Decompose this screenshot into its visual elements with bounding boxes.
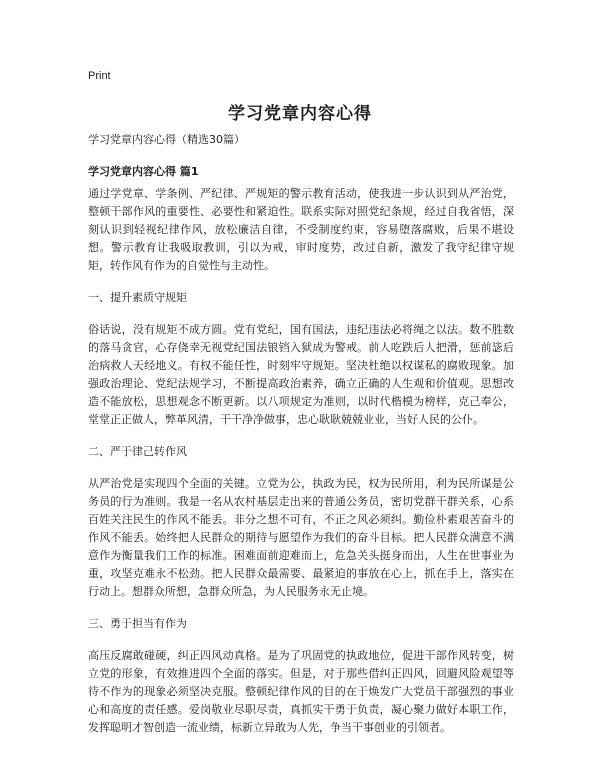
- intro-paragraph: 通过学党章、学条例、严纪律、严规矩的警示教育活动，使我进一步认识到从严治党，整顿干部作风的重要性、必要性和紧迫性。联系实际对照党纪条规，经过自我省悟，深刻认识到轻视纪律作风，放松廉洁自律，不受制度约束，容易堕落腐败，后果不堪设想。警示教育让我吸取教训，引以为戒，审时度势，改过自新，激发了我守纪律守规矩，转作风有作为的自觉性与主动性。: [88, 187, 514, 272]
- heading-2: 二、严于律己转作风: [88, 445, 187, 458]
- document-title: 学习党章内容心得: [228, 104, 372, 124]
- print-label: Print: [88, 70, 111, 82]
- paragraph-3: 高压反腐敢碰硬，纠正四风动真格。是为了巩固党的执政地位，促进干部作风转变，树立党的形象，有效推进四个全面的落实。但是，对于那些借纠正四风，回避风险观望等待不作为的现象必须坚决克服。整顿纪律作风的目的在于焕发广大党员干部强烈的事业心和高度的责任感。爱岗敬业尽职尽责，真抓实干勇于负责，凝心聚力做好本职工作，发挥聪明才智创造一流业绩，标新立异敢为人先，争当干事创业的引领者。: [88, 649, 514, 734]
- heading-3: 三、勇于担当有作为: [88, 617, 187, 630]
- document-body: [88, 185, 514, 751]
- document-subtitle: 学习党章内容心得（精选30篇）: [88, 133, 245, 146]
- section-title: 学习党章内容心得 篇1: [88, 165, 199, 178]
- paragraph-1: 俗话说，没有规矩不成方圆。党有党纪，国有国法，违纪违法必将绳之以法。数不胜数的落马贪官，心存侥幸无视党纪国法锒铛入狱成为警戒。前人吃跌后人把滑，惩前毖后治病救人天经地义。有权不能任性，时刻牢守规矩。坚决杜绝以权谋私的腐败现象。加强政治理论、党纪法规学习，不断提高政治素养，确立正确的人生观和价值观。思想改造不能放松，思想观念不断更新。以八项规定为准则，以时代楷模为榜样，克己奉公，堂堂正正做人，弊革风清，干干净净做事，忠心耿耿兢兢业业，当好人民的公仆。: [88, 323, 514, 426]
- heading-1: 一、提升素质守规矩: [88, 291, 187, 304]
- paragraph-2: 从严治党是实现四个全面的关键。立党为公，执政为民，权为民所用，利为民所谋是公务员的行为准则。我是一名从农村基层走出来的普通公务员，密切党群干群关系，心系百姓关注民生的作风不能丢。非分之想不可有，不正之风必须纠。勤俭朴素艰苦奋斗的作风不能丢。始终把人民群众的期待与愿望作为我们的奋斗目标。把人民群众满意不满意作为衡量我们工作的标准。困难面前迎难而上，危急关头挺身而出，人生在世事业为重，攻坚克难永不松劲。把人民群众最需要、最紧迫的事放在心上，抓在手上，落实在行动上。想群众所想，急群众所急，为人民服务永无止境。: [88, 477, 514, 598]
